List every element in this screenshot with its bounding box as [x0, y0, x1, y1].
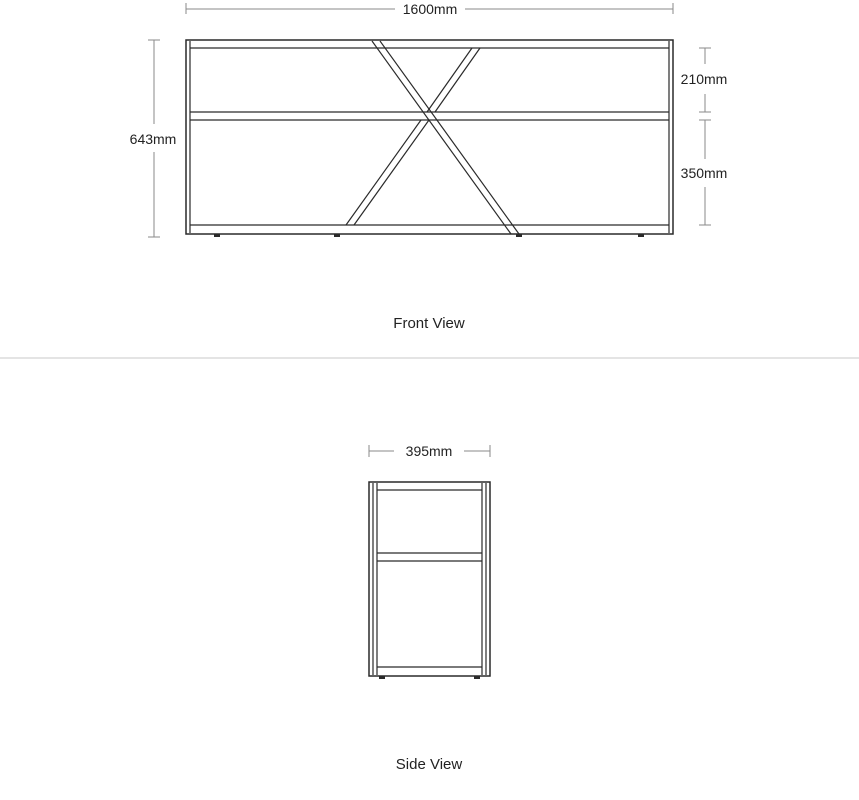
cabinet-foot	[516, 234, 522, 237]
cabinet-foot	[334, 234, 340, 237]
cabinet-foot	[214, 234, 220, 237]
side-depth-dimension	[369, 443, 490, 459]
front-cabinet	[186, 40, 673, 237]
front-width-label: 1600mm	[402, 1, 458, 17]
bottom-compartment-label: 350mm	[680, 165, 728, 181]
front-height-label: 643mm	[129, 131, 177, 147]
front-height-dimension	[130, 40, 177, 237]
side-cabinet	[369, 482, 490, 679]
side-view-caption: Side View	[395, 756, 463, 773]
front-width-dimension	[186, 1, 673, 17]
cabinet-foot	[638, 234, 644, 237]
side-frame	[369, 482, 490, 676]
cabinet-foot	[379, 676, 385, 679]
top-compartment-dimension	[681, 48, 728, 112]
side-depth-label: 395mm	[405, 443, 453, 459]
top-compartment-label: 210mm	[680, 71, 728, 87]
side-view	[369, 443, 490, 773]
bottom-compartment-dimension	[681, 120, 728, 225]
cabinet-frame	[186, 40, 673, 234]
front-view-caption: Front View	[393, 315, 465, 332]
cabinet-foot	[474, 676, 480, 679]
front-view	[130, 1, 728, 332]
